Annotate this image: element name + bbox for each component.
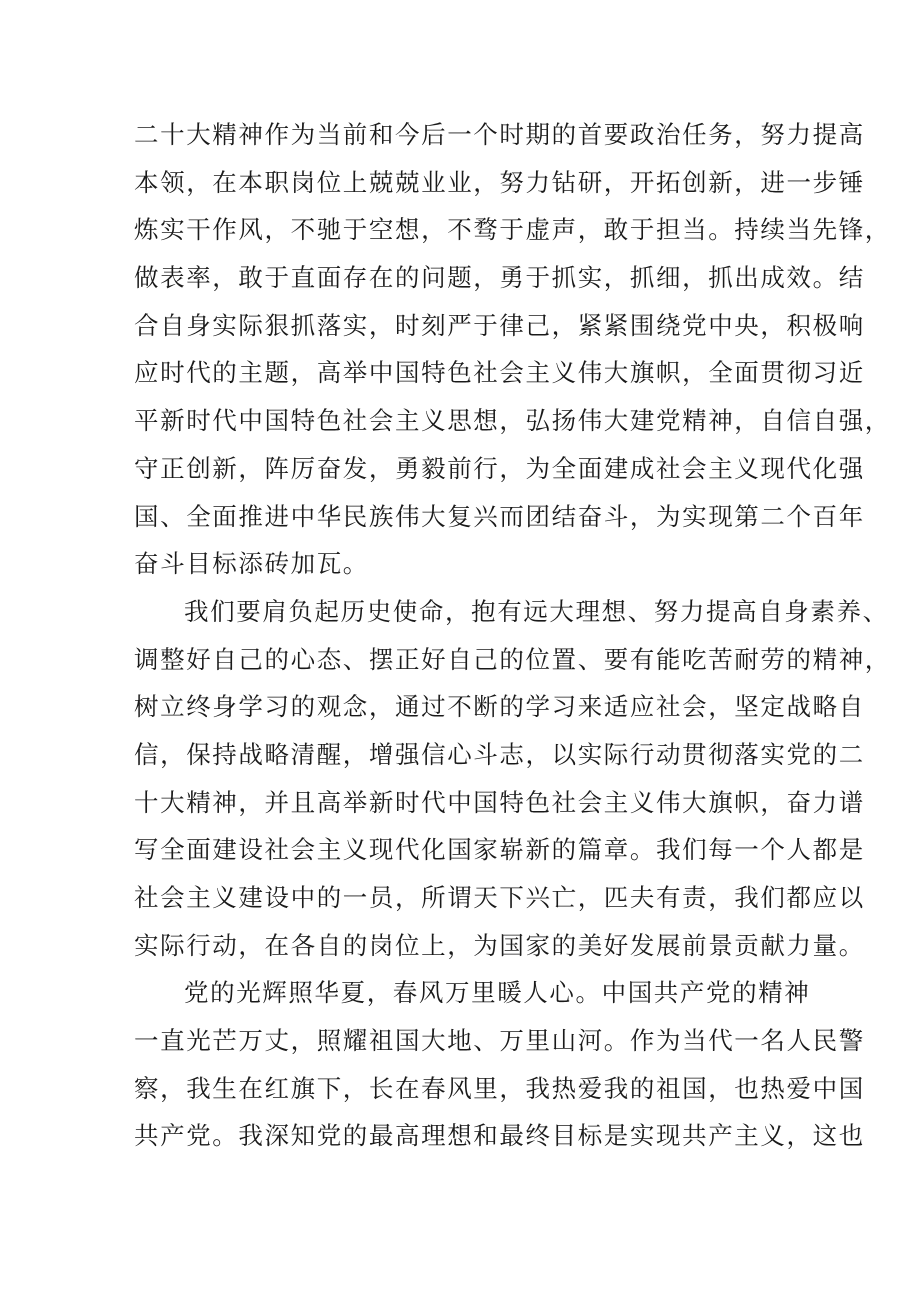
text-line: 平新时代中国特色社会主义思想，弘扬伟大建党精神，自信自强， [134, 406, 891, 436]
text-line: 党的光辉照华夏，春风万里暖人心。中国共产党的精神 [184, 978, 811, 1008]
body-text [134, 111, 891, 1160]
text-line: 二十大精神作为当前和今后一个时期的首要政治任务，努力提高 [134, 120, 865, 149]
text-line: 写全面建设社会主义现代化国家崭新的篇章。我们每一个人都是 [134, 835, 865, 865]
text-line: 炼实干作风，不驰于空想，不骛于虚声，敢于担当。持续当先锋， [134, 215, 891, 245]
text-line: 一直光芒万丈，照耀祖国大地、万里山河。作为当代一名人民警 [134, 1026, 865, 1056]
text-line: 应时代的主题，高举中国特色社会主义伟大旗帜，全面贯彻习近 [134, 358, 865, 388]
text-line: 守正创新，阵厉奋发，勇毅前行，为全面建成社会主义现代化强 [134, 453, 865, 483]
text-line: 奋斗目标添砖加瓦。 [134, 549, 369, 579]
text-line: 社会主义建设中的一员，所谓天下兴亡，匹夫有责，我们都应以 [134, 883, 865, 912]
paragraph-3 [134, 969, 865, 1160]
paragraph-2 [134, 588, 891, 970]
text-line: 我们要肩负起历史使命，抱有远大理想、努力提高自身素养、 [184, 596, 889, 626]
text-line: 调整好自己的心态、摆正好自己的位置、要有能吃苦耐劳的精神， [134, 644, 891, 674]
text-line: 国、全面推进中华民族伟大复兴而团结奋斗，为实现第二个百年 [134, 501, 865, 531]
text-line: 树立终身学习的观念，通过不断的学习来适应社会，坚定战略自 [134, 692, 865, 722]
text-line: 信，保持战略清醒，增强信心斗志，以实际行动贯彻落实党的二 [134, 739, 865, 769]
text-line: 实际行动，在各自的岗位上，为国家的美好发展前景贡献力量。 [134, 930, 865, 960]
text-line: 本领，在本职岗位上兢兢业业，努力钻研，开拓创新，进一步锤 [134, 167, 865, 197]
text-line: 做表率，敢于直面存在的问题，勇于抓实，抓细，抓出成效。结 [134, 263, 865, 293]
text-line: 十大精神，并且高举新时代中国特色社会主义伟大旗帜，奋力谱 [134, 787, 865, 817]
text-line: 共产党。我深知党的最高理想和最终目标是实现共产主义，这也 [134, 1121, 865, 1151]
paragraph-1 [134, 111, 891, 588]
text-line: 察，我生在红旗下，长在春风里，我热爱我的祖国，也热爱中国 [134, 1073, 865, 1103]
text-line: 合自身实际狠抓落实，时刻严于律己，紧紧围绕党中央，积极响 [134, 310, 865, 340]
